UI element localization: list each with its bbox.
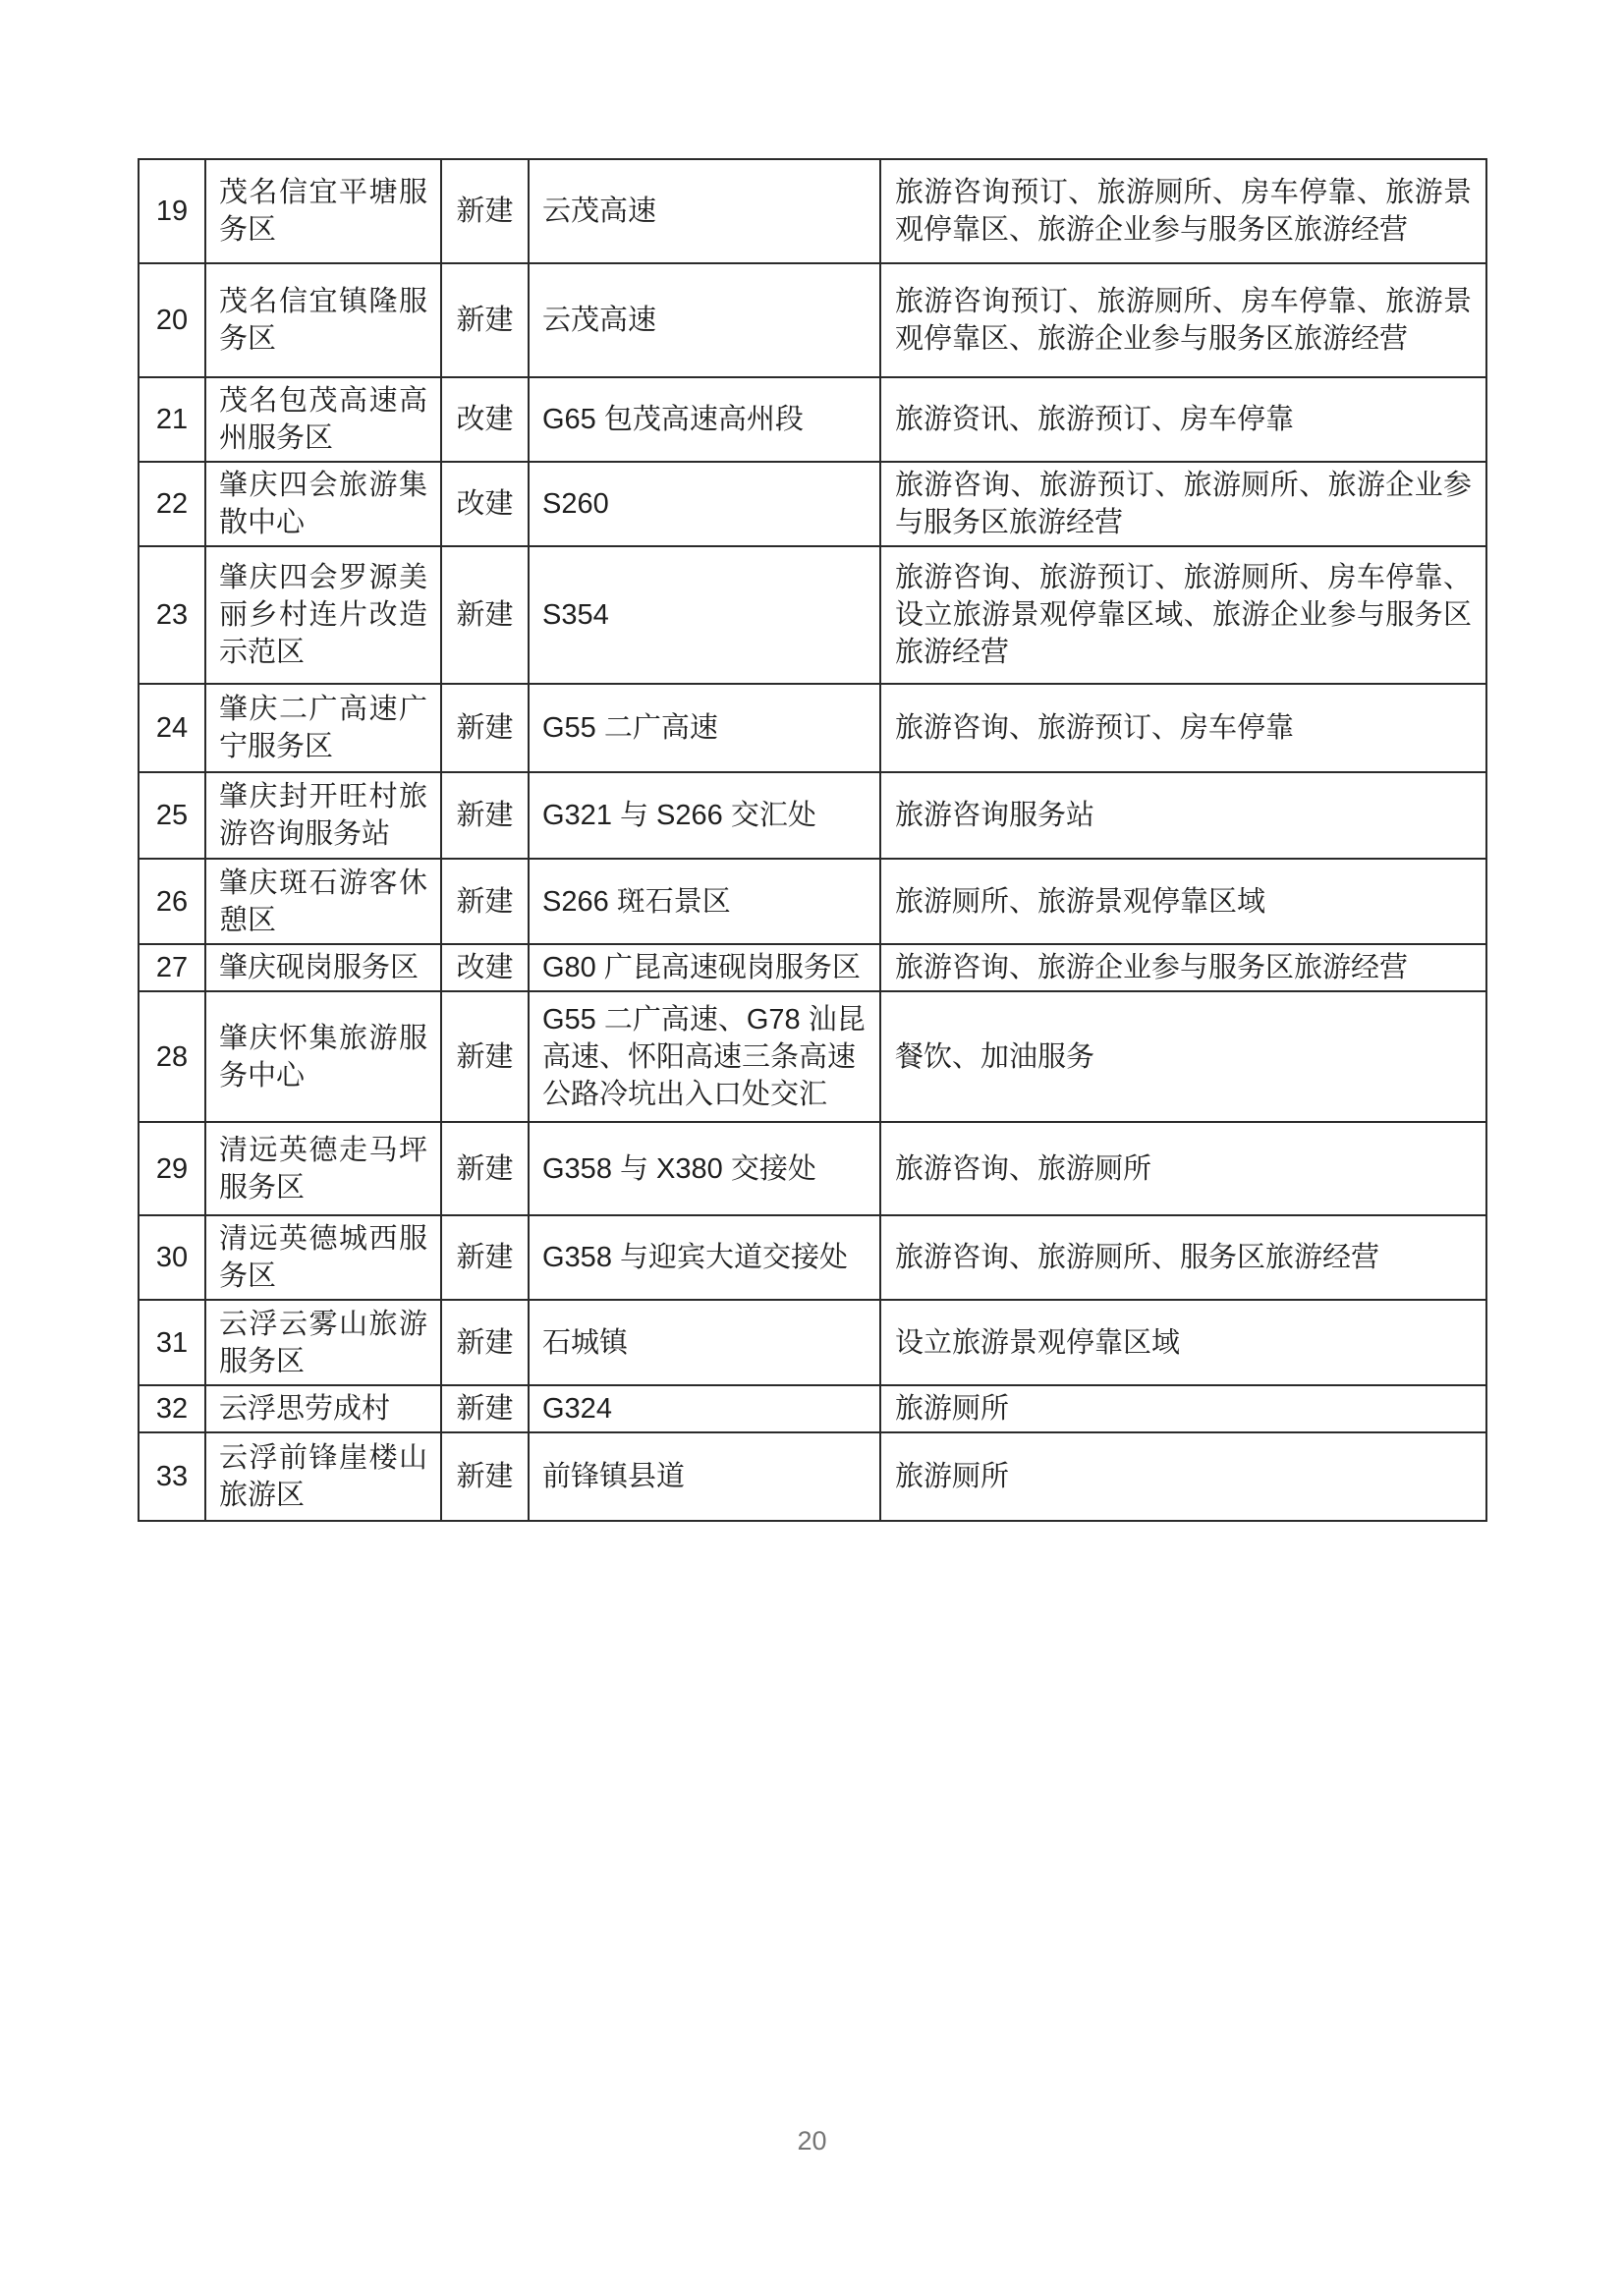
services-cell: 旅游咨询服务站 — [880, 772, 1486, 859]
service-areas-table — [138, 158, 1487, 1522]
table-row — [139, 377, 1486, 462]
row-number-cell: 19 — [139, 159, 205, 263]
row-number-cell: 29 — [139, 1122, 205, 1215]
table-row — [139, 1300, 1486, 1385]
table-row — [139, 991, 1486, 1122]
row-number-cell: 22 — [139, 462, 205, 546]
build-type-cell: 新建 — [441, 1385, 529, 1432]
row-number-cell: 33 — [139, 1432, 205, 1521]
services-cell: 旅游咨询、旅游预订、旅游厕所、旅游企业参与服务区旅游经营 — [880, 462, 1486, 546]
services-cell: 餐饮、加油服务 — [880, 991, 1486, 1122]
services-cell: 设立旅游景观停靠区域 — [880, 1300, 1486, 1385]
location-cell: G55 二广高速、G78 汕昆高速、怀阳高速三条高速公路冷坑出入口处交汇 — [529, 991, 880, 1122]
site-name-cell: 云浮云雾山旅游服务区 — [205, 1300, 441, 1385]
build-type-cell: 新建 — [441, 1432, 529, 1521]
services-cell: 旅游咨询、旅游预订、房车停靠 — [880, 684, 1486, 772]
row-number-cell: 24 — [139, 684, 205, 772]
row-number-cell: 32 — [139, 1385, 205, 1432]
build-type-cell: 新建 — [441, 1122, 529, 1215]
site-name-cell: 清远英德走马坪服务区 — [205, 1122, 441, 1215]
table-row — [139, 1385, 1486, 1432]
services-cell: 旅游咨询预订、旅游厕所、房车停靠、旅游景观停靠区、旅游企业参与服务区旅游经营 — [880, 263, 1486, 377]
table-body — [139, 159, 1486, 1521]
site-name-cell: 肇庆四会旅游集散中心 — [205, 462, 441, 546]
location-cell: 前锋镇县道 — [529, 1432, 880, 1521]
build-type-cell: 新建 — [441, 991, 529, 1122]
site-name-cell: 云浮思劳成村 — [205, 1385, 441, 1432]
location-cell: S354 — [529, 546, 880, 684]
build-type-cell: 新建 — [441, 1300, 529, 1385]
site-name-cell: 茂名信宜镇隆服务区 — [205, 263, 441, 377]
services-cell: 旅游资讯、旅游预订、房车停靠 — [880, 377, 1486, 462]
build-type-cell: 新建 — [441, 263, 529, 377]
row-number-cell: 31 — [139, 1300, 205, 1385]
site-name-cell: 肇庆砚岗服务区 — [205, 944, 441, 991]
site-name-cell: 云浮前锋崖楼山旅游区 — [205, 1432, 441, 1521]
services-cell: 旅游咨询、旅游厕所、服务区旅游经营 — [880, 1215, 1486, 1300]
services-cell: 旅游咨询、旅游厕所 — [880, 1122, 1486, 1215]
site-name-cell: 肇庆封开旺村旅游咨询服务站 — [205, 772, 441, 859]
location-cell: S260 — [529, 462, 880, 546]
services-cell: 旅游厕所 — [880, 1385, 1486, 1432]
row-number-cell: 30 — [139, 1215, 205, 1300]
table-row — [139, 263, 1486, 377]
build-type-cell: 新建 — [441, 772, 529, 859]
row-number-cell: 23 — [139, 546, 205, 684]
table-row — [139, 462, 1486, 546]
table-row — [139, 1432, 1486, 1521]
site-name-cell: 肇庆四会罗源美丽乡村连片改造示范区 — [205, 546, 441, 684]
site-name-cell: 肇庆斑石游客休憩区 — [205, 859, 441, 944]
services-cell: 旅游厕所、旅游景观停靠区域 — [880, 859, 1486, 944]
table-row — [139, 159, 1486, 263]
location-cell: G55 二广高速 — [529, 684, 880, 772]
row-number-cell: 25 — [139, 772, 205, 859]
page-number: 20 — [797, 2126, 827, 2156]
location-cell: 云茂高速 — [529, 159, 880, 263]
location-cell: S266 斑石景区 — [529, 859, 880, 944]
site-name-cell: 肇庆二广高速广宁服务区 — [205, 684, 441, 772]
build-type-cell: 改建 — [441, 377, 529, 462]
site-name-cell: 茂名包茂高速高州服务区 — [205, 377, 441, 462]
service-areas-table-container — [138, 158, 1485, 1522]
table-row — [139, 944, 1486, 991]
table-row — [139, 859, 1486, 944]
location-cell: 石城镇 — [529, 1300, 880, 1385]
location-cell: G65 包茂高速高州段 — [529, 377, 880, 462]
table-row — [139, 772, 1486, 859]
row-number-cell: 20 — [139, 263, 205, 377]
build-type-cell: 改建 — [441, 944, 529, 991]
location-cell: G321 与 S266 交汇处 — [529, 772, 880, 859]
row-number-cell: 26 — [139, 859, 205, 944]
site-name-cell: 茂名信宜平塘服务区 — [205, 159, 441, 263]
build-type-cell: 新建 — [441, 859, 529, 944]
build-type-cell: 新建 — [441, 159, 529, 263]
row-number-cell: 21 — [139, 377, 205, 462]
table-row — [139, 1122, 1486, 1215]
row-number-cell: 28 — [139, 991, 205, 1122]
build-type-cell: 改建 — [441, 462, 529, 546]
build-type-cell: 新建 — [441, 546, 529, 684]
location-cell: G358 与迎宾大道交接处 — [529, 1215, 880, 1300]
location-cell: G324 — [529, 1385, 880, 1432]
location-cell: G358 与 X380 交接处 — [529, 1122, 880, 1215]
services-cell: 旅游咨询、旅游预订、旅游厕所、房车停靠、设立旅游景观停靠区域、旅游企业参与服务区旅游经营 — [880, 546, 1486, 684]
build-type-cell: 新建 — [441, 1215, 529, 1300]
services-cell: 旅游咨询、旅游企业参与服务区旅游经营 — [880, 944, 1486, 991]
build-type-cell: 新建 — [441, 684, 529, 772]
services-cell: 旅游厕所 — [880, 1432, 1486, 1521]
location-cell: 云茂高速 — [529, 263, 880, 377]
row-number-cell: 27 — [139, 944, 205, 991]
site-name-cell: 肇庆怀集旅游服务中心 — [205, 991, 441, 1122]
location-cell: G80 广昆高速砚岗服务区 — [529, 944, 880, 991]
services-cell: 旅游咨询预订、旅游厕所、房车停靠、旅游景观停靠区、旅游企业参与服务区旅游经营 — [880, 159, 1486, 263]
table-row — [139, 1215, 1486, 1300]
table-row — [139, 684, 1486, 772]
site-name-cell: 清远英德城西服务区 — [205, 1215, 441, 1300]
table-row — [139, 546, 1486, 684]
